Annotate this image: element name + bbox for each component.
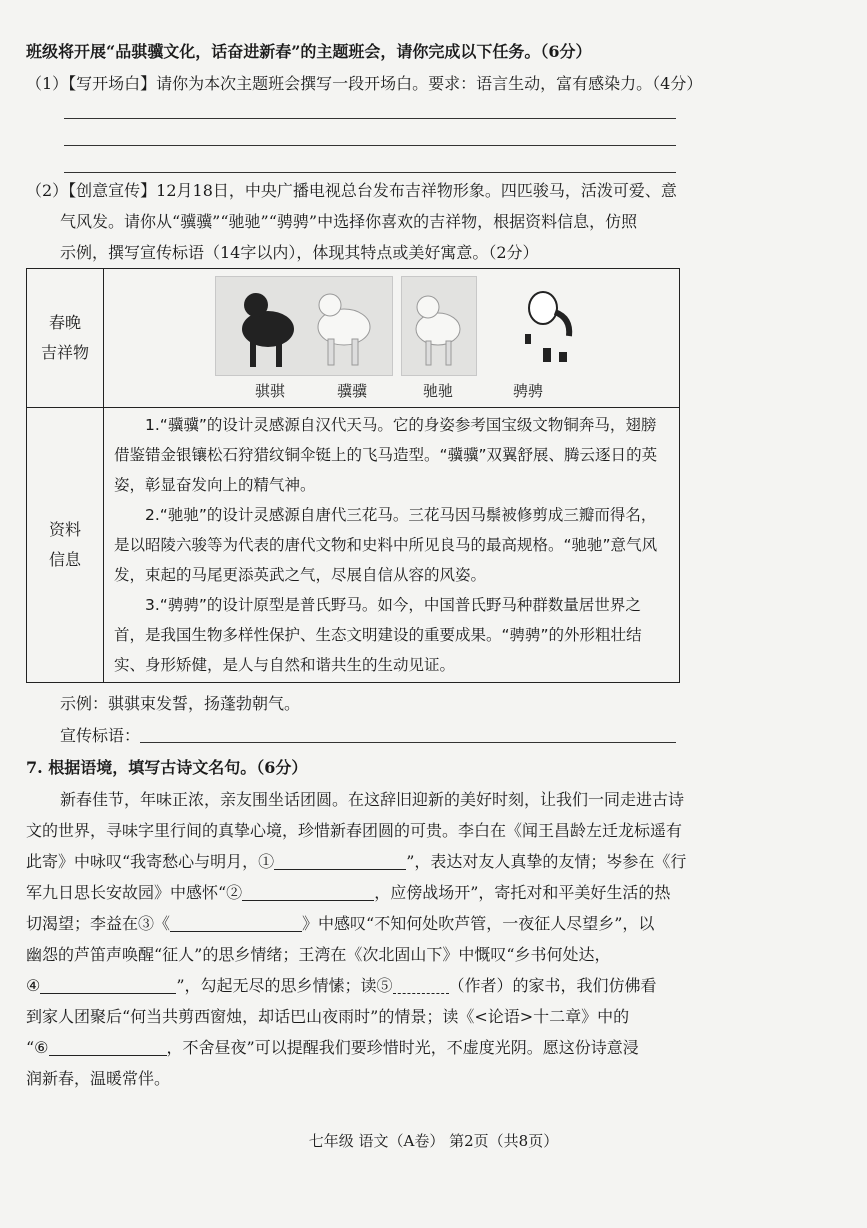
q6-part2-line: 气风发。请你从“骥骥”“驰驰”“骋骋”中选择你喜欢的吉祥物，根据资料信息，仿照 (60, 212, 638, 231)
q6-title: 班级将开展“品骐骥文化，话奋进新春”的主题班会，请你完成以下任务。（6分） (26, 42, 592, 61)
horse-icon (503, 278, 583, 376)
q7-text: 润新春，温暖常伴。 (26, 1069, 171, 1088)
slogan-answer-line[interactable] (140, 742, 676, 743)
blank-6[interactable] (49, 1039, 167, 1056)
blank-5[interactable] (393, 977, 449, 994)
q6-part2-line: 示例，撰写宣传标语（14字以内），体现其特点或美好寓意。（2分） (60, 243, 539, 262)
mascot-info-table (26, 268, 680, 683)
mascot-name: 骋骋 (513, 382, 544, 400)
q7-text: “⑥ ，不舍昼夜”可以提醒我们要珍惜时光，不虚度光阴。愿这份诗意浸 (26, 1038, 639, 1057)
info-paragraph: 3.“骋骋”的设计原型是普氏野马。如今，中国普氏野马种群数量居世界之首，是我国生物多样性保护、生态文明建设的重要成果。“骋骋”的外形粗壮结实、身形矫健，是人与自然和谐共生的生动见证。 (114, 596, 642, 674)
mascot-photo-chichi (401, 276, 477, 376)
info-paragraph: 1.“骥骥”的设计灵感源自汉代天马。它的身姿参考国宝级文物铜奔马，翅膀借鉴错金银镶松石狩猎纹铜伞铤上的飞马造型。“骥骥”双翼舒展、腾云逐日的英姿，彰显奋发向上的精气神。 (114, 416, 658, 494)
horse-icon (402, 277, 476, 375)
example-line: 示例：骐骐束发誓，扬蓬勃朝气。 (60, 694, 301, 713)
answer-line[interactable] (64, 172, 676, 173)
mascot-images-cell (104, 269, 680, 408)
mascot-row-header (27, 269, 104, 408)
page-footer: 七年级 语文（A卷） 第2页（共8页） (308, 1132, 559, 1150)
answer-line[interactable] (64, 145, 676, 146)
info-text-cell (104, 408, 680, 683)
slogan-label: 宣传标语： (60, 726, 141, 745)
q7-text: 幽怨的芦笛声唤醒“征人”的思乡情绪；王湾在《次北固山下》中慨叹“乡书何处达， (26, 945, 611, 964)
info-paragraph: 2.“驰驰”的设计灵感源自唐代三花马。三花马因马鬃被修剪成三瓣而得名，是以昭陵六骏等为代表的唐代文物和史料中所见良马的最高规格。“驰驰”意气风发，束起的马尾更添英武之气，尽展自信从容的风姿。 (114, 506, 658, 584)
blank-4[interactable] (40, 977, 176, 994)
mascot-photo-qiqi-jiji (215, 276, 393, 376)
row-header-text: 春晚 (48, 313, 81, 332)
mascot-name: 驰驰 (423, 382, 454, 400)
info-row (27, 408, 680, 683)
row-header-text: 信息 (48, 550, 81, 569)
mascot-name: 骥骥 (337, 382, 368, 400)
q6-part2-line: （2）【创意宣传】12月18日，中央广播电视总台发布吉祥物形象。四匹骏马，活泼可爱、意 (26, 181, 677, 200)
mascot-row (27, 269, 680, 408)
q7-text: 军九日思长安故园》中感怀“② ，应傍战场开”，寄托对和平美好生活的热 (26, 883, 671, 902)
answer-line[interactable] (64, 118, 676, 119)
q7-text: ④ ”，勾起无尽的思乡情愫；读⑤ （作者）的家书，我们仿佛看 (26, 976, 657, 995)
row-header-text: 吉祥物 (40, 343, 89, 362)
q7-text: 到家人团聚后“何当共剪西窗烛，却话巴山夜雨时”的情景；读《<论语>十二章》中的 (26, 1007, 630, 1026)
horse-icon (216, 277, 392, 375)
row-header-text: 资料 (48, 520, 81, 539)
q7-title: 7. 根据语境，填写古诗文名句。（6分） (26, 758, 308, 777)
blank-2[interactable] (242, 884, 374, 901)
blank-3[interactable] (170, 915, 302, 932)
info-row-header (27, 408, 104, 683)
mascot-photo-chengcheng (503, 278, 583, 376)
mascot-name: 骐骐 (255, 382, 286, 400)
q7-text: 新春佳节，年味正浓，亲友围坐话团圆。在这辞旧迎新的美好时刻，让我们一同走进古诗 (60, 790, 685, 809)
blank-1[interactable] (274, 853, 406, 870)
q7-text: 此寄》中咏叹“我寄愁心与明月，① ”，表达对友人真挚的友情；岑参在《行 (26, 852, 687, 871)
q6-part1: （1）【写开场白】请你为本次主题班会撰写一段开场白。要求：语言生动，富有感染力。（4分） (26, 74, 703, 93)
q7-text: 文的世界，寻味字里行间的真挚心境，珍惜新春团圆的可贵。李白在《闻王昌龄左迁龙标遥有 (26, 821, 683, 840)
q7-text: 切渴望；李益在③《 》中感叹“不知何处吹芦管，一夜征人尽望乡”，以 (26, 914, 655, 933)
